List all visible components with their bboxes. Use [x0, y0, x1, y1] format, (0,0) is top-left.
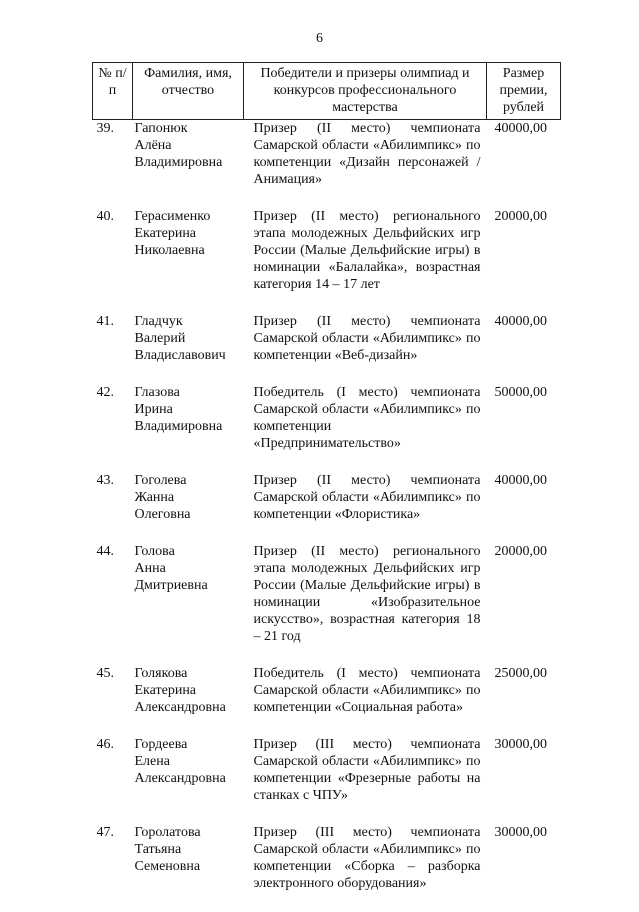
- patronymic: Александровна: [135, 699, 244, 716]
- table-row: [93, 736, 561, 824]
- row-prize: 40000,00: [487, 313, 561, 384]
- table-row: [93, 665, 561, 736]
- table-row: [93, 824, 561, 912]
- patronymic: Владиславович: [135, 347, 244, 364]
- row-description: Призер (II место) чемпионата Самарской области «Абилимпикс» по компетенции «Дизайн персонажей / Анимация»: [244, 120, 487, 209]
- header-name: Фамилия, имя, отчество: [133, 63, 244, 120]
- surname: Гоголева: [135, 472, 244, 489]
- row-prize: 20000,00: [487, 208, 561, 313]
- row-prize: 20000,00: [487, 543, 561, 665]
- surname: Горолатова: [135, 824, 244, 841]
- surname: Голова: [135, 543, 244, 560]
- first-name: Валерий: [135, 330, 244, 347]
- row-number: 44.: [93, 543, 133, 665]
- header-description: Победители и призеры олимпиад и конкурсов профессионального мастерства: [244, 63, 487, 120]
- surname: Герасименко: [135, 208, 244, 225]
- surname: Гладчук: [135, 313, 244, 330]
- patronymic: Дмитриевна: [135, 577, 244, 594]
- patronymic: Семеновна: [135, 858, 244, 875]
- header-prize: Размер премии, рублей: [487, 63, 561, 120]
- header-number: № п/п: [93, 63, 133, 120]
- awards-table: [92, 62, 561, 912]
- row-description: Призер (II место) регионального этапа молодежных Дельфийских игр России (Малые Дельфийские игры) в номинации «Балалайка», возрастная категория 14 – 17 лет: [244, 208, 487, 313]
- first-name: Екатерина: [135, 225, 244, 242]
- table-body: [93, 120, 561, 912]
- row-name: [133, 472, 244, 543]
- row-name: [133, 543, 244, 665]
- first-name: Екатерина: [135, 682, 244, 699]
- row-name: [133, 120, 244, 209]
- row-description: Победитель (I место) чемпионата Самарской области «Абилимпикс» по компетенции «Социальная работа»: [244, 665, 487, 736]
- row-name: [133, 665, 244, 736]
- row-number: 46.: [93, 736, 133, 824]
- first-name: Татьяна: [135, 841, 244, 858]
- row-number: 43.: [93, 472, 133, 543]
- row-number: 42.: [93, 384, 133, 472]
- first-name: Жанна: [135, 489, 244, 506]
- row-prize: 30000,00: [487, 736, 561, 824]
- first-name: Елена: [135, 753, 244, 770]
- page-number: 6: [0, 31, 639, 47]
- first-name: Алёна: [135, 137, 244, 154]
- row-number: 45.: [93, 665, 133, 736]
- surname: Голякова: [135, 665, 244, 682]
- row-name: [133, 384, 244, 472]
- patronymic: Александровна: [135, 770, 244, 787]
- table-row: [93, 120, 561, 209]
- table-row: [93, 384, 561, 472]
- patronymic: Владимировна: [135, 418, 244, 435]
- row-prize: 40000,00: [487, 472, 561, 543]
- table-row: [93, 472, 561, 543]
- patronymic: Олеговна: [135, 506, 244, 523]
- surname: Гордеева: [135, 736, 244, 753]
- row-description: Победитель (I место) чемпионата Самарской области «Абилимпикс» по компетенции «Предпринимательство»: [244, 384, 487, 472]
- row-prize: 50000,00: [487, 384, 561, 472]
- row-name: [133, 824, 244, 912]
- row-prize: 30000,00: [487, 824, 561, 912]
- row-name: [133, 736, 244, 824]
- surname: Гапонюк: [135, 120, 244, 137]
- row-number: 41.: [93, 313, 133, 384]
- table-row: [93, 543, 561, 665]
- row-number: 47.: [93, 824, 133, 912]
- row-number: 39.: [93, 120, 133, 209]
- first-name: Анна: [135, 560, 244, 577]
- row-prize: 40000,00: [487, 120, 561, 209]
- row-description: Призер (II место) чемпионата Самарской области «Абилимпикс» по компетенции «Веб-дизайн»: [244, 313, 487, 384]
- table-header: [93, 63, 561, 120]
- table-row: [93, 313, 561, 384]
- patronymic: Владимировна: [135, 154, 244, 171]
- table-row: [93, 208, 561, 313]
- row-description: Призер (II место) чемпионата Самарской области «Абилимпикс» по компетенции «Флористика»: [244, 472, 487, 543]
- row-name: [133, 313, 244, 384]
- surname: Глазова: [135, 384, 244, 401]
- first-name: Ирина: [135, 401, 244, 418]
- row-number: 40.: [93, 208, 133, 313]
- row-description: Призер (II место) регионального этапа молодежных Дельфийских игр России (Малые Дельфийские игры) в номинации «Изобразительное искусство», возрастная категория 18 – 21 год: [244, 543, 487, 665]
- row-name: [133, 208, 244, 313]
- row-description: Призер (III место) чемпионата Самарской области «Абилимпикс» по компетенции «Фрезерные работы на станках с ЧПУ»: [244, 736, 487, 824]
- row-description: Призер (III место) чемпионата Самарской области «Абилимпикс» по компетенции «Сборка – разборка электронного оборудования»: [244, 824, 487, 912]
- patronymic: Николаевна: [135, 242, 244, 259]
- row-prize: 25000,00: [487, 665, 561, 736]
